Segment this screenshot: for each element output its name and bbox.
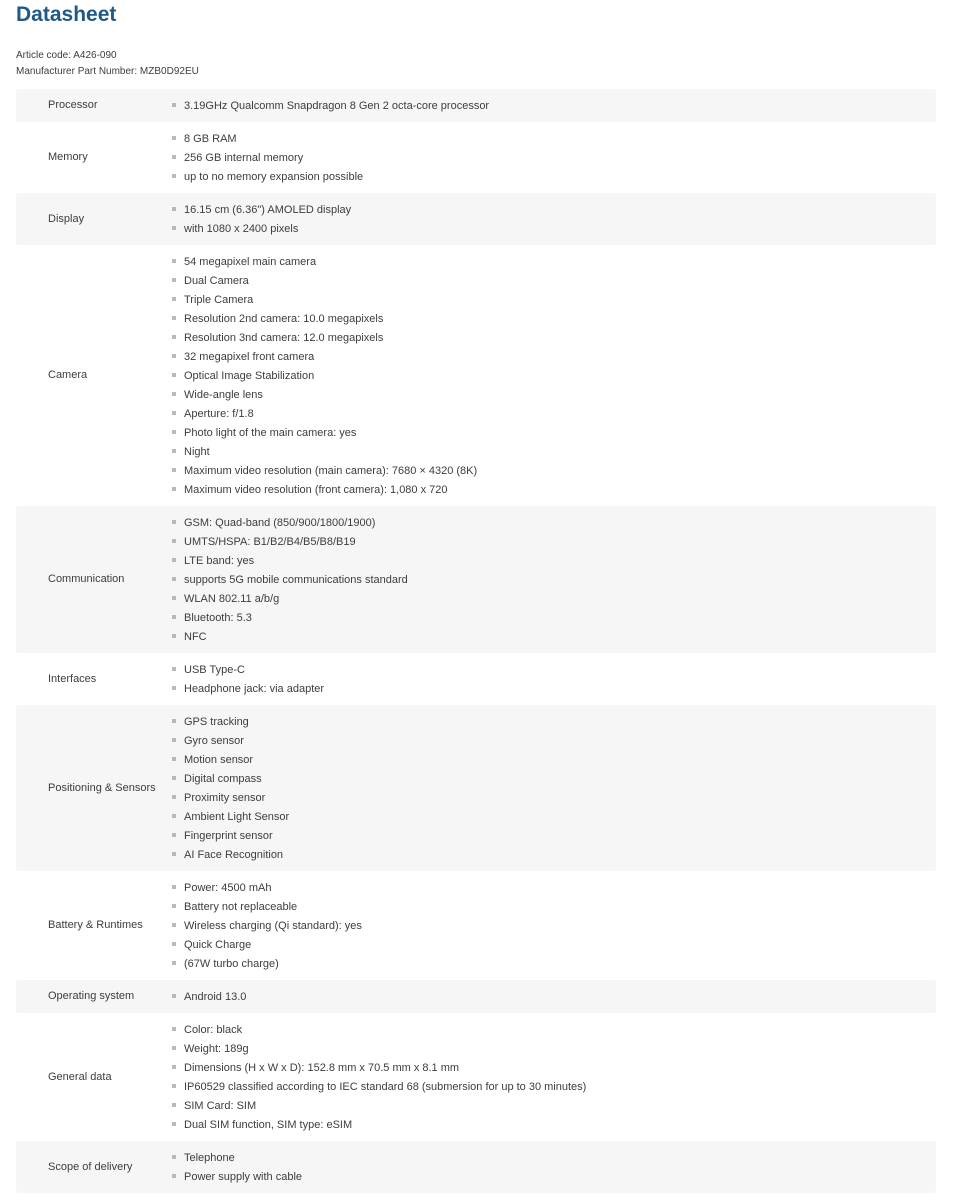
bullet-icon [172, 297, 176, 301]
row-label: Operating system [48, 990, 135, 1002]
spec-item [172, 366, 936, 385]
bullet-icon [172, 1103, 176, 1107]
spec-item [172, 1167, 936, 1186]
spec-item [172, 480, 936, 499]
spec-item-text: WLAN 802.11 a/b/g [184, 592, 280, 605]
spec-item-text: with 1080 x 2400 pixels [184, 222, 299, 235]
row-items [172, 252, 936, 499]
table-row [16, 506, 936, 653]
spec-item [172, 271, 936, 290]
row-items [172, 96, 936, 115]
row-items [172, 987, 936, 1006]
spec-item-text: Maximum video resolution (front camera): 1,080 x 720 [184, 483, 448, 496]
article-code: Article code: A426-090 [16, 50, 117, 61]
spec-item-text: Gyro sensor [184, 734, 244, 747]
row-label: Positioning & Sensors [48, 781, 156, 794]
spec-item-text: 256 GB internal memory [184, 151, 304, 164]
spec-item-text: Color: black [184, 1023, 243, 1036]
row-label: Communication [48, 573, 125, 585]
spec-item-text: Fingerprint sensor [184, 829, 273, 842]
spec-item-text: Optical Image Stabilization [184, 369, 315, 382]
bullet-icon [172, 316, 176, 320]
table-row [16, 1141, 936, 1193]
bullet-icon [172, 994, 176, 998]
spec-item [172, 769, 936, 788]
spec-item-text: (67W turbo charge) [184, 957, 279, 970]
spec-item [172, 309, 936, 328]
spec-table [16, 89, 936, 1193]
spec-item [172, 328, 936, 347]
spec-item-text: GPS tracking [184, 715, 249, 728]
row-label: Camera [48, 369, 88, 381]
row-items [172, 1020, 936, 1134]
bullet-icon [172, 852, 176, 856]
spec-item-text: 8 GB RAM [184, 132, 237, 145]
row-label: Display [48, 212, 85, 225]
product-meta [16, 48, 936, 80]
spec-item-text: Bluetooth: 5.3 [184, 611, 252, 624]
bullet-icon [172, 1027, 176, 1031]
row-label: Interfaces [48, 672, 97, 685]
spec-item-text: Power supply with cable [184, 1170, 303, 1183]
bullet-icon [172, 942, 176, 946]
spec-item [172, 167, 936, 186]
bullet-icon [172, 468, 176, 472]
spec-item [172, 1148, 936, 1167]
spec-item [172, 461, 936, 480]
spec-item [172, 513, 936, 532]
table-row [16, 653, 936, 705]
spec-item-text: Motion sensor [184, 753, 254, 766]
spec-item-text: SIM Card: SIM [184, 1099, 257, 1112]
spec-item [172, 1039, 936, 1058]
bullet-icon [172, 487, 176, 491]
bullet-icon [172, 392, 176, 396]
row-items [172, 1148, 936, 1186]
spec-item [172, 148, 936, 167]
table-row [16, 122, 936, 193]
spec-item [172, 897, 936, 916]
table-row [16, 705, 936, 871]
spec-item-text: Weight: 189g [184, 1042, 249, 1055]
spec-item-text: Resolution 2nd camera: 10.0 megapixels [184, 312, 384, 325]
spec-item-text: supports 5G mobile communications standard [184, 573, 408, 586]
bullet-icon [172, 354, 176, 358]
spec-item [172, 788, 936, 807]
spec-item-text: Wide-angle lens [184, 388, 263, 401]
bullet-icon [172, 795, 176, 799]
spec-item [172, 679, 936, 698]
row-label: Processor [48, 99, 98, 111]
manufacturer-part-number: Manufacturer Part Number: MZB0D92EU [16, 66, 199, 77]
table-row [16, 980, 936, 1013]
spec-item [172, 1096, 936, 1115]
row-items [172, 878, 936, 973]
spec-item-text: GSM: Quad-band (850/900/1800/1900) [184, 516, 376, 529]
bullet-icon [172, 923, 176, 927]
spec-item-text: NFC [184, 630, 207, 643]
spec-item-text: IP60529 classified according to IEC standard 68 (submersion for up to 30 minutes) [184, 1080, 587, 1093]
spec-item [172, 347, 936, 366]
table-row [16, 89, 936, 122]
spec-item-text: Android 13.0 [184, 990, 247, 1003]
spec-item [172, 750, 936, 769]
bullet-icon [172, 430, 176, 434]
bullet-icon [172, 1155, 176, 1159]
bullet-icon [172, 596, 176, 600]
spec-item [172, 404, 936, 423]
row-items [172, 660, 936, 698]
row-items [172, 200, 936, 238]
table-row [16, 193, 936, 245]
spec-item [172, 423, 936, 442]
spec-item-text: AI Face Recognition [184, 848, 284, 861]
spec-item [172, 627, 936, 646]
table-row [16, 1013, 936, 1141]
spec-item [172, 589, 936, 608]
bullet-icon [172, 520, 176, 524]
spec-item [172, 96, 936, 115]
bullet-icon [172, 335, 176, 339]
bullet-icon [172, 833, 176, 837]
spec-item [172, 570, 936, 589]
spec-item [172, 826, 936, 845]
spec-item-text: Triple Camera [184, 293, 254, 306]
bullet-icon [172, 814, 176, 818]
bullet-icon [172, 449, 176, 453]
bullet-icon [172, 667, 176, 671]
spec-item-text: Quick Charge [184, 938, 252, 951]
spec-item [172, 442, 936, 461]
spec-item [172, 385, 936, 404]
bullet-icon [172, 411, 176, 415]
spec-item-text: Ambient Light Sensor [184, 810, 290, 823]
bullet-icon [172, 686, 176, 690]
spec-item-text: Night [184, 445, 210, 458]
spec-item [172, 916, 936, 935]
spec-item-text: Dual Camera [184, 274, 249, 287]
bullet-icon [172, 539, 176, 543]
table-row [16, 871, 936, 980]
spec-item-text: LTE band: yes [184, 554, 255, 567]
bullet-icon [172, 1065, 176, 1069]
bullet-icon [172, 738, 176, 742]
bullet-icon [172, 1046, 176, 1050]
bullet-icon [172, 155, 176, 159]
spec-item [172, 660, 936, 679]
bullet-icon [172, 885, 176, 889]
spec-item [172, 608, 936, 627]
row-label: Battery & Runtimes [48, 919, 143, 931]
bullet-icon [172, 278, 176, 282]
row-items [172, 129, 936, 186]
bullet-icon [172, 577, 176, 581]
spec-item-text: Proximity sensor [184, 791, 266, 804]
spec-item-text: Wireless charging (Qi standard): yes [184, 919, 362, 932]
bullet-icon [172, 558, 176, 562]
bullet-icon [172, 776, 176, 780]
spec-item-text: 16.15 cm (6.36") AMOLED display [184, 203, 352, 216]
bullet-icon [172, 615, 176, 619]
spec-item [172, 252, 936, 271]
bullet-icon [172, 373, 176, 377]
spec-item [172, 807, 936, 826]
spec-item [172, 1077, 936, 1096]
row-label: General data [48, 1070, 112, 1083]
spec-item [172, 200, 936, 219]
spec-item [172, 290, 936, 309]
bullet-icon [172, 634, 176, 638]
bullet-icon [172, 1122, 176, 1126]
spec-item [172, 954, 936, 973]
bullet-icon [172, 207, 176, 211]
spec-item-text: Maximum video resolution (main camera): 7680 × 4320 (8K) [184, 464, 478, 477]
bullet-icon [172, 259, 176, 263]
spec-item-text: 32 megapixel front camera [184, 350, 315, 363]
bullet-icon [172, 1084, 176, 1088]
spec-item [172, 1115, 936, 1134]
spec-item-text: Telephone [184, 1151, 235, 1164]
bullet-icon [172, 136, 176, 140]
row-label: Memory [48, 151, 88, 163]
spec-item-text: USB Type-C [184, 663, 245, 676]
bullet-icon [172, 719, 176, 723]
spec-item [172, 551, 936, 570]
row-label: Scope of delivery [48, 1160, 133, 1173]
spec-item [172, 731, 936, 750]
spec-item-text: Dimensions (H x W x D): 152.8 mm x 70.5 mm x 8.1 mm [184, 1061, 460, 1074]
spec-item [172, 712, 936, 731]
spec-item-text: Power: 4500 mAh [184, 881, 272, 894]
spec-item-text: Digital compass [184, 772, 262, 785]
spec-item-text: up to no memory expansion possible [184, 170, 364, 183]
spec-item-text: UMTS/HSPA: B1/B2/B4/B5/B8/B19 [184, 535, 356, 548]
spec-item-text: Battery not replaceable [184, 900, 298, 913]
bullet-icon [172, 103, 176, 107]
bullet-icon [172, 757, 176, 761]
spec-item [172, 987, 936, 1006]
spec-item-text: Aperture: f/1.8 [184, 407, 254, 420]
spec-item-text: Resolution 3nd camera: 12.0 megapixels [184, 331, 384, 344]
spec-item-text: 3.19GHz Qualcomm Snapdragon 8 Gen 2 octa-core processor [184, 99, 490, 112]
row-items [172, 712, 936, 864]
spec-item-text: Headphone jack: via adapter [184, 682, 325, 695]
spec-item-text: Photo light of the main camera: yes [184, 426, 357, 439]
bullet-icon [172, 226, 176, 230]
row-items [172, 513, 936, 646]
spec-item [172, 532, 936, 551]
bullet-icon [172, 961, 176, 965]
spec-item [172, 1020, 936, 1039]
bullet-icon [172, 904, 176, 908]
spec-item [172, 129, 936, 148]
spec-item [172, 219, 936, 238]
bullet-icon [172, 1174, 176, 1178]
table-row [16, 245, 936, 506]
spec-item [172, 935, 936, 954]
spec-item-text: 54 megapixel main camera [184, 255, 317, 268]
page-title: Datasheet [16, 3, 117, 26]
bullet-icon [172, 174, 176, 178]
spec-item [172, 1058, 936, 1077]
spec-item [172, 878, 936, 897]
spec-item-text: Dual SIM function, SIM type: eSIM [184, 1118, 353, 1131]
spec-item [172, 845, 936, 864]
